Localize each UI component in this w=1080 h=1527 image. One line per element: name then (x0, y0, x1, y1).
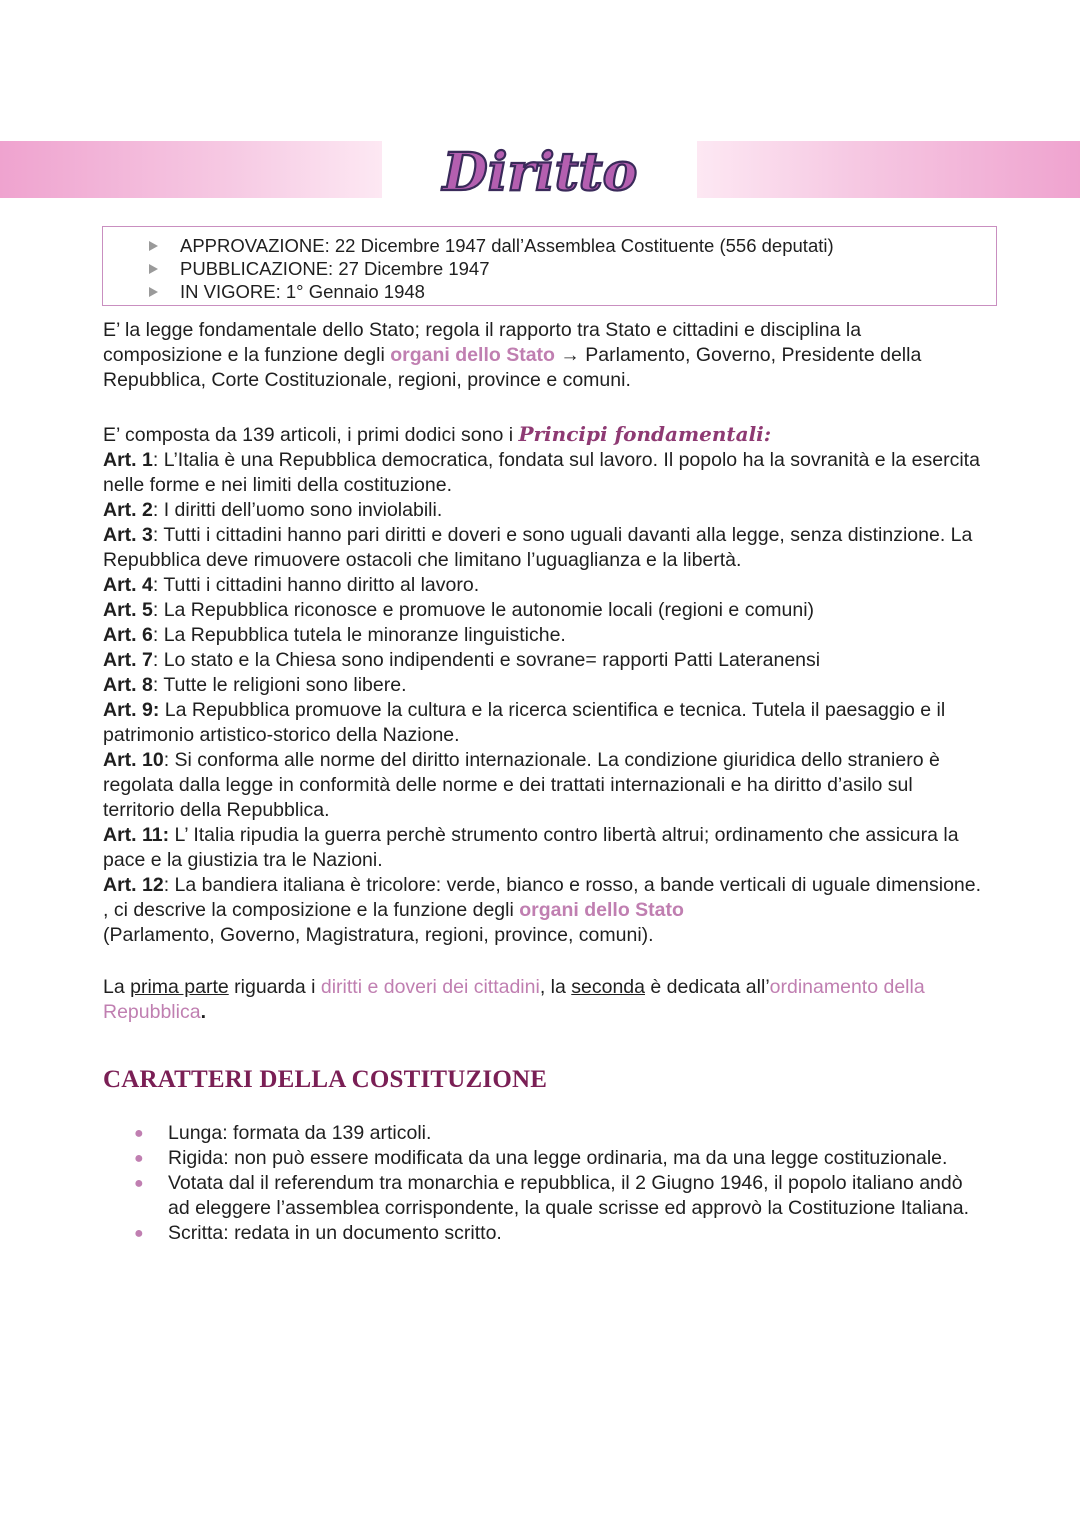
parts-text: è dedicata all’ (644, 976, 770, 998)
composition-text: E’ composta da 139 articoli, i primi dodici sono i (103, 424, 519, 446)
article (103, 748, 983, 823)
bullet-icon: ● (134, 1125, 144, 1142)
article-text: : Tutti i cittadini hanno pari diritti e doveri e sono uguali davanti alla legge, senza distinzione. La Repubblica deve rimuovere ostacoli che limitano l’uguaglianza e la libertà. (103, 524, 973, 571)
article-text: : Lo stato e la Chiesa sono indipendenti e sovrane= rapporti Patti Lateranensi (152, 649, 821, 671)
dates-box (102, 226, 997, 306)
list-item-text: Rigida: non può essere modificata da una legge ordinaria, ma da una legge costituzionale. (168, 1147, 948, 1169)
article-label: Art. 5 (103, 599, 153, 621)
article-text: : Si conforma alle norme del diritto internazionale. La condizione giuridica dello straniero è regolata dalla legge in conformità delle norme e dei trattati internazionali e ha diritto d’asilo sul territorio della Repubblica. (103, 749, 940, 821)
second-part-underlined: seconda (571, 976, 645, 998)
article (103, 623, 983, 648)
highlight-organi: organi dello Stato (519, 899, 684, 921)
article-label: Art. 8 (103, 674, 153, 696)
article (103, 523, 983, 573)
highlight-rights: diritti e doveri dei cittadini (320, 976, 540, 998)
list-item-text: Votata dal il referendum tra monarchia e repubblica, il 2 Giugno 1946, il popolo italiano andò ad eleggere l’assemblea corrispondente, la quale scrisse ed approvò la Costituzione Italiana. (168, 1172, 970, 1219)
header-banner-right (697, 141, 1080, 198)
bullet-icon: ● (134, 1225, 144, 1242)
article (103, 698, 983, 748)
list-item (134, 1146, 979, 1171)
arrow-right-icon (149, 287, 158, 297)
article-label: Art. 7 (103, 649, 153, 671)
article-text: : L’Italia è una Repubblica democratica, fondata sul lavoro. Il popolo ha la sovranità e la esercita nelle forme e nei limiti della costituzione. (103, 449, 980, 496)
intro-paragraph (103, 318, 983, 393)
parts-text: La (103, 976, 131, 998)
article-label: Art. 9: (103, 699, 160, 721)
list-item (134, 1171, 979, 1221)
article-text-end: (Parlamento, Governo, Magistratura, regioni, province, comuni). (103, 924, 654, 946)
composition-line (103, 422, 983, 448)
info-item (149, 257, 996, 280)
article-label: Art. 12 (103, 874, 164, 896)
article (103, 673, 983, 698)
article (103, 598, 983, 623)
arrow-right-icon (149, 264, 158, 274)
arrow-right-icon (149, 241, 158, 251)
article-label: Art. 6 (103, 624, 153, 646)
info-item (149, 280, 996, 303)
list-item-text: Scritta: redata in un documento scritto. (168, 1222, 502, 1244)
parts-text: riguarda i (228, 976, 321, 998)
header-banner-left (0, 141, 382, 198)
highlight-organi: organi dello Stato (390, 344, 555, 366)
bullet-icon: ● (134, 1175, 144, 1192)
article (103, 823, 983, 873)
info-item-text: APPROVAZIONE: 22 Dicembre 1947 dall’Assemblea Costituente (556 deputati) (180, 235, 834, 256)
title-lettering (420, 128, 660, 218)
parts-text: . (200, 1001, 206, 1023)
article-text: : La bandiera italiana è tricolore: verde, bianco e rosso, a bande verticali di uguale dimensione. , ci descrive la composizione e la funzione degli (103, 874, 982, 921)
article (103, 573, 983, 598)
article-text: La Repubblica promuove la cultura e la ricerca scientifica e tecnica. Tutela il paesaggio e il patrimonio artistico-storico della Nazione. (103, 699, 946, 746)
intro-text-end: → Parlamento, Governo, Presidente della Repubblica, Corte Costituzionale, regioni, province e comuni. (103, 344, 922, 391)
article-text: : Tutte le religioni sono libere. (152, 674, 407, 696)
article (103, 648, 983, 673)
info-item-text: IN VIGORE: 1° Gennaio 1948 (180, 281, 425, 302)
article-text: : La Repubblica tutela le minoranze linguistiche. (152, 624, 566, 646)
article-text: L’ Italia ripudia la guerra perchè strumento contro libertà altrui; ordinamento che assicura la pace e la giustizia tra le Nazioni. (103, 824, 959, 871)
parts-paragraph (103, 975, 983, 1025)
article-label: Art. 10 (103, 749, 164, 771)
info-item-text: PUBBLICAZIONE: 27 Dicembre 1947 (180, 258, 490, 279)
parts-text: , la (539, 976, 572, 998)
section-heading: CARATTERI DELLA COSTITUZIONE (103, 1066, 548, 1093)
article-label: Art. 2 (103, 499, 153, 521)
article-label: Art. 3 (103, 524, 153, 546)
bullet-icon: ● (134, 1150, 144, 1167)
article-label: Art. 11: (103, 824, 170, 846)
title-text: Diritto (442, 142, 638, 203)
list-item (134, 1121, 979, 1146)
page-title (420, 128, 660, 218)
article-label: Art. 1 (103, 449, 153, 471)
intro-text: E’ la legge fondamentale dello Stato; regola il rapporto tra Stato e cittadini e disciplina la composizione e la funzione degli (103, 319, 862, 366)
highlight-order: ordinamento della Repubblica (103, 976, 925, 1023)
list-item (134, 1221, 979, 1246)
article-text: : I diritti dell’uomo sono inviolabili. (152, 499, 443, 521)
info-item (149, 234, 996, 257)
article (103, 448, 983, 498)
article-text: : La Repubblica riconosce e promuove le autonomie locali (regioni e comuni) (152, 599, 815, 621)
main-content (103, 318, 983, 1025)
article-label: Art. 4 (103, 574, 153, 596)
article (103, 873, 983, 948)
list-item-text: Lunga: formata da 139 articoli. (168, 1122, 432, 1144)
characteristics-list (134, 1121, 979, 1246)
article-text: : Tutti i cittadini hanno diritto al lavoro. (152, 574, 480, 596)
first-part-underlined: prima parte (130, 976, 229, 998)
principles-heading: Principi fondamentali: (518, 422, 772, 446)
article (103, 498, 983, 523)
